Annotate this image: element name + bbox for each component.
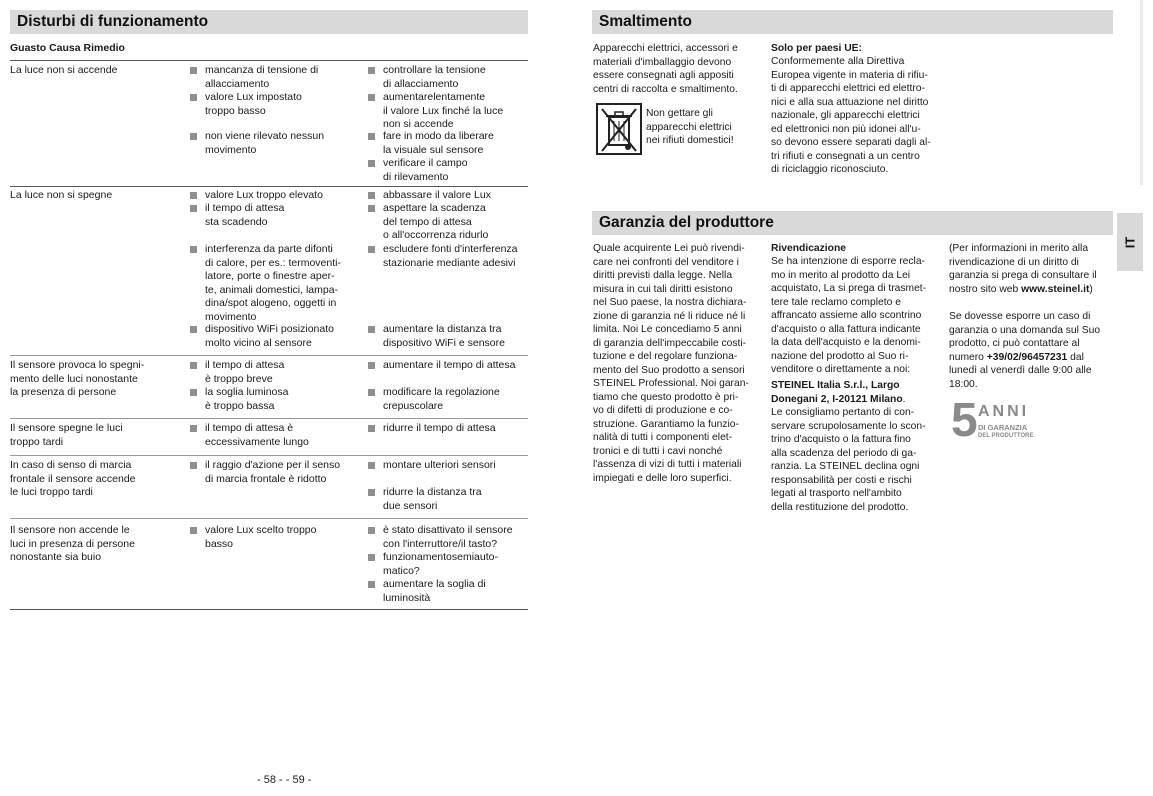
- bullet-icon: [368, 246, 375, 253]
- remedy-text: è stato disattivato il sensore con l'interruttore/il tasto?: [383, 524, 513, 550]
- bullet-icon: [368, 192, 375, 199]
- eu-text: Conformemente alla Direttiva Europea vigente in materia di rifiu- ti di apparecchi elettrici ed elettro- nici e alla sua attuazione nel diritto nazionale, gli apparecchi elettrici ed elettronici non più idonei all'u- so devono essere separati dagli al- tri rifiuti e consegnati a un centro di riciclaggio riconosciuto.: [771, 56, 931, 175]
- fault-text: In caso di senso di marcia frontale il sensore accende le luci troppo tardi: [10, 459, 136, 499]
- cause-text: il tempo di attesa sta scadendo: [205, 202, 285, 228]
- bullet-icon: [190, 94, 197, 101]
- table-subheading: Guasto Causa Rimedio: [10, 42, 125, 54]
- remedy-text: abbassare il valore Lux: [383, 189, 491, 201]
- cause-text: il tempo di attesa è troppo breve: [205, 359, 285, 385]
- cause-text: mancanza di tensione di allacciamento: [205, 64, 319, 90]
- section-title-garanzia: Garanzia del produttore: [592, 211, 1113, 235]
- phone-number: +39/02/96457231: [986, 351, 1068, 363]
- language-tab-label: IT: [1122, 236, 1138, 248]
- cause-text: dispositivo WiFi posizionato molto vicino al sensore: [205, 323, 334, 349]
- logo-anni: ANNI: [978, 403, 1030, 420]
- logo-del-produttore: DEL PRODUTTORE: [978, 433, 1034, 439]
- claim-text: Se ha intenzione di esporre recla- mo in merito al prodotto da Lei acquistato, La si prega di trasmet- tere tale reclamo completo e affrancato assieme allo scontrino d'acquisto o alla fattura indicante la data dell'acquisto e la denomi- nazione del prodotto al Suo ri- venditore o direttamente a noi:: [771, 256, 927, 375]
- bullet-icon: [368, 67, 375, 74]
- remedy-text: escludere fonti d'interferenza stazionarie mediante adesivi: [383, 243, 518, 269]
- bullet-icon: [368, 581, 375, 588]
- claim-heading: Rivendicazione: [771, 243, 846, 254]
- bullet-icon: [190, 389, 197, 396]
- cause-text: il tempo di attesa è eccessivamente lungo: [205, 422, 309, 448]
- divider: [10, 455, 528, 456]
- divider: [10, 355, 528, 356]
- divider: [10, 60, 528, 61]
- divider: [10, 186, 528, 187]
- bullet-icon: [190, 246, 197, 253]
- divider: [10, 418, 528, 419]
- disposal-intro: Apparecchi elettrici, accessori e materiali d'imballaggio devono essere consegnati agli appositi centri di raccolta e smaltimento.: [593, 43, 738, 95]
- remedy-text: montare ulteriori sensori: [383, 459, 496, 471]
- cause-text: non viene rilevato nessun movimento: [205, 130, 325, 156]
- remedy-text: ridurre il tempo di attesa: [383, 422, 496, 434]
- bullet-icon: [368, 160, 375, 167]
- bullet-icon: [368, 527, 375, 534]
- contact-text: Se dovesse esporre un caso di garanzia o una domanda sul Suo prodotto, ci può contattare al numero: [949, 311, 1101, 363]
- bullet-icon: [190, 326, 197, 333]
- bullet-icon: [368, 326, 375, 333]
- cause-text: interferenza da parte difonti di calore, per es.: termoventi- latore, porte o finestre aper- te, animali domestici, lampa- dina/spot alogeno, oggetti in movimento: [205, 243, 341, 323]
- address-end: .: [902, 393, 906, 405]
- contact-paragraph: [949, 310, 1119, 391]
- remedy-text: aspettare la scadenza del tempo di attesa o all'occorrenza ridurlo: [383, 202, 489, 242]
- language-tab: [1117, 213, 1143, 271]
- remedy-text: aumentarelentamente il valore Lux finché la luce non si accende: [383, 91, 504, 131]
- bullet-icon: [368, 205, 375, 212]
- logo-di-garanzia: DI GARANZIA: [978, 423, 1028, 432]
- page-numbers: - 58 - - 59 -: [257, 774, 312, 786]
- bullet-icon: [190, 133, 197, 140]
- bullet-icon: [190, 462, 197, 469]
- bullet-icon: [368, 389, 375, 396]
- bullet-icon: [368, 362, 375, 369]
- remedy-text: aumentare il tempo di attesa: [383, 359, 516, 371]
- five-year-warranty-logo: [951, 394, 1041, 447]
- cause-text: valore Lux impostato troppo basso: [205, 91, 302, 117]
- claim-address: [771, 379, 941, 406]
- bullet-icon: [190, 362, 197, 369]
- bullet-icon: [190, 527, 197, 534]
- remedy-text: aumentare la soglia di luminosità: [383, 578, 486, 604]
- contact-text-end: dal lunedì al venerdì dalle 9:00 alle 18:00.: [949, 351, 1092, 390]
- remedy-text: funzionamentosemiauto- matico?: [383, 551, 498, 577]
- fault-text: Il sensore spegne le luci troppo tardi: [10, 422, 123, 448]
- fault-text: Il sensore provoca lo spegni- mento delle luci nonostante la presenza di persone: [10, 359, 145, 399]
- logo-number: 5: [951, 394, 978, 447]
- warranty-column-1: Quale acquirente Lei può rivendi- care nei confronti del venditore i diritti previsti dalla legge. Nella misura in cui tali diritti esistono nel Suo paese, la nostra dichiara- zione di garanzia né li riduce né li limita. Noi Le concediamo 5 anni di garanzia dell'impeccabile costi- tuzione e del regolare funziona- mento del Suo prodotto a sensori STEINEL Professional. Noi garan- tiamo che questo prodotto è pri- vo di difetti di produzione e co- struzione. Garantiamo la funzio- nalità di tutti i componenti elet- tronici e di tutti i cavi nonché l'assenza di vizi di tutti i materiali impiegati e delle loro superfici.: [593, 243, 749, 484]
- bullet-icon: [368, 489, 375, 496]
- remedy-text: aumentare la distanza tra dispositivo WiFi e sensore: [383, 323, 505, 349]
- info-paragraph: [949, 242, 1119, 296]
- address-text: STEINEL Italia S.r.l., Largo Donegani 2, I-20121 Milano: [771, 380, 903, 405]
- bullet-icon: [368, 425, 375, 432]
- bullet-icon: [368, 133, 375, 140]
- section-title-disturbi: Disturbi di funzionamento: [10, 10, 528, 34]
- remedy-text: verificare il campo di rilevamento: [383, 157, 468, 183]
- bullet-icon: [190, 67, 197, 74]
- crossed-bin-icon: [596, 103, 642, 155]
- info-text-end: ): [1089, 283, 1093, 295]
- bullet-icon: [190, 425, 197, 432]
- bullet-icon: [368, 554, 375, 561]
- fault-text: Il sensore non accende le luci in presenza di persone nonostante sia buio: [10, 524, 135, 564]
- claim-advice-text: Le consigliamo pertanto di con- servare scrupolosamente lo scon- trino d'acquisto o la fattura fino alla scadenza del periodo di ga- ranzia. La STEINEL declina ogni responsabilità per costi e rischi legati al trasporto nell'ambito della restituzione del prodotto.: [771, 407, 926, 513]
- cause-text: la soglia luminosa è troppo bassa: [205, 386, 289, 412]
- page-edge: [1140, 0, 1143, 185]
- cause-text: valore Lux troppo elevato: [205, 189, 323, 201]
- info-text: (Per informazioni in merito alla rivendicazione di un diritto di garanzia si prega di consultare il nostro sito web: [949, 243, 1097, 295]
- bullet-icon: [190, 192, 197, 199]
- fault-text: La luce non si accende: [10, 64, 118, 76]
- bullet-icon: [190, 205, 197, 212]
- bin-warning-text: Non gettare gli apparecchi elettrici nei rifiuti domestici!: [646, 108, 734, 146]
- fault-text: La luce non si spegne: [10, 189, 113, 201]
- cause-text: valore Lux scelto troppo basso: [205, 524, 317, 550]
- bullet-icon: [368, 94, 375, 101]
- divider: [10, 518, 528, 519]
- website-link[interactable]: www.steinel.it: [1021, 283, 1090, 295]
- cause-text: il raggio d'azione per il senso di marcia frontale è ridotto: [205, 459, 341, 485]
- remedy-text: fare in modo da liberare la visuale sul sensore: [383, 130, 494, 156]
- remedy-text: modificare la regolazione crepuscolare: [383, 386, 500, 412]
- bullet-icon: [368, 462, 375, 469]
- remedy-text: ridurre la distanza tra due sensori: [383, 486, 482, 512]
- divider: [10, 609, 528, 610]
- remedy-text: controllare la tensione di allacciamento: [383, 64, 486, 90]
- section-title-smaltimento: Smaltimento: [592, 10, 1113, 34]
- eu-heading: Solo per paesi UE:: [771, 43, 862, 54]
